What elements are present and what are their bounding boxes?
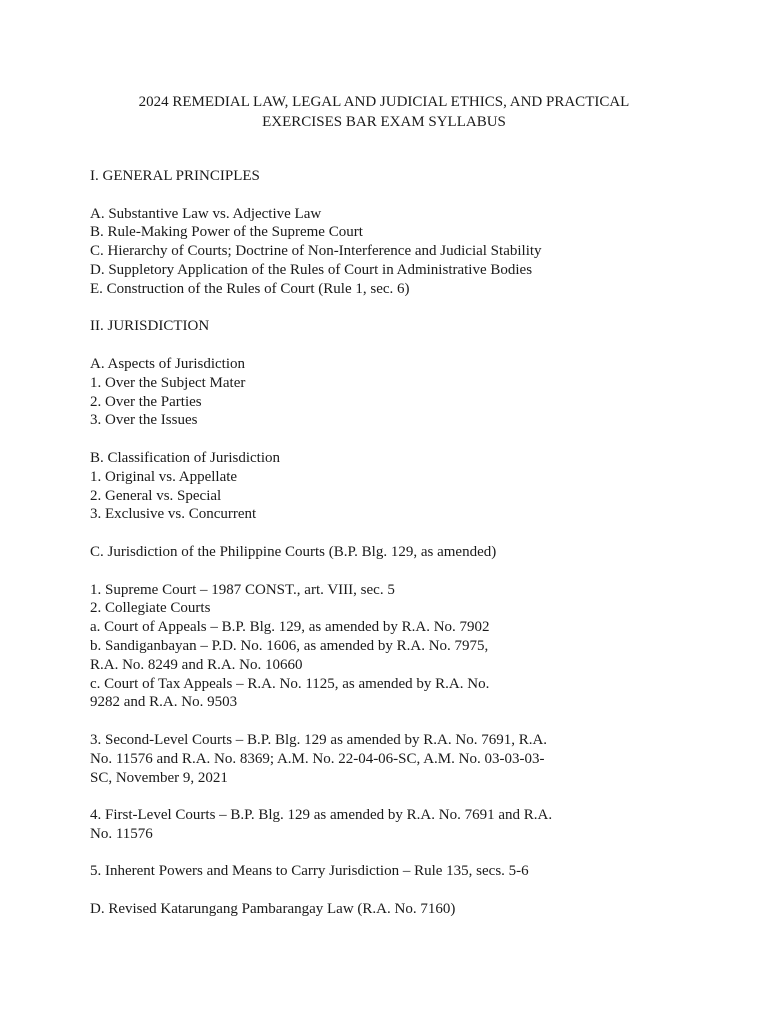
section-heading-jurisdiction: II. JURISDICTION (90, 318, 210, 335)
list-item: B. Rule-Making Power of the Supreme Court (90, 224, 363, 241)
paragraph-line: SC, November 9, 2021 (90, 769, 228, 786)
subsection-heading: B. Classification of Jurisdiction (90, 449, 280, 466)
list-item: R.A. No. 8249 and R.A. No. 10660 (90, 656, 303, 673)
list-item: c. Court of Tax Appeals – R.A. No. 1125, as amended by R.A. No. (90, 675, 490, 692)
document-title (0, 92, 768, 132)
list-item: 2. Over the Parties (90, 393, 202, 410)
list-item: a. Court of Appeals – B.P. Blg. 129, as amended by R.A. No. 7902 (90, 619, 490, 636)
syllabus-body (90, 167, 610, 919)
subsection-heading: A. Aspects of Jurisdiction (90, 355, 245, 372)
list-item: 9282 and R.A. No. 9503 (90, 694, 238, 711)
list-item: 1. Supreme Court – 1987 CONST., art. VIII, sec. 5 (90, 581, 395, 598)
subsection-heading: D. Revised Katarungang Pambarangay Law (R.A. No. 7160) (90, 901, 456, 918)
list-item: A. Substantive Law vs. Adjective Law (90, 205, 322, 222)
paragraph-line: 3. Second-Level Courts – B.P. Blg. 129 as amended by R.A. No. 7691, R.A. (90, 731, 548, 748)
paragraph-line: No. 11576 (90, 825, 153, 842)
list-item: b. Sandiganbayan – P.D. No. 1606, as amended by R.A. No. 7975, (90, 637, 489, 654)
list-item: D. Suppletory Application of the Rules of Court in Administrative Bodies (90, 261, 533, 278)
list-item: 3. Exclusive vs. Concurrent (90, 506, 257, 523)
paragraph-line: 4. First-Level Courts – B.P. Blg. 129 as amended by R.A. No. 7691 and R.A. (90, 807, 553, 824)
paragraph-line: No. 11576 and R.A. No. 8369; A.M. No. 22-04-06-SC, A.M. No. 03-03-03- (90, 750, 545, 767)
section-heading-general-principles: I. GENERAL PRINCIPLES (90, 168, 260, 184)
title-line: 2024 REMEDIAL LAW, LEGAL AND JUDICIAL ETHICS, AND PRACTICAL (138, 94, 630, 110)
list-item: 2. General vs. Special (90, 487, 222, 504)
list-item: 1. Over the Subject Mater (90, 374, 246, 391)
list-item: 1. Original vs. Appellate (90, 468, 238, 485)
list-item: C. Hierarchy of Courts; Doctrine of Non-Interference and Judicial Stability (90, 243, 542, 260)
subsection-heading: C. Jurisdiction of the Philippine Courts (B.P. Blg. 129, as amended) (90, 543, 497, 560)
list-item: 3. Over the Issues (90, 412, 198, 429)
title-line: EXERCISES BAR EXAM SYLLABUS (262, 114, 506, 130)
list-item: 2. Collegiate Courts (90, 600, 211, 617)
paragraph-line: 5. Inherent Powers and Means to Carry Jurisdiction – Rule 135, secs. 5-6 (90, 863, 529, 880)
list-item: E. Construction of the Rules of Court (Rule 1, sec. 6) (90, 280, 410, 297)
